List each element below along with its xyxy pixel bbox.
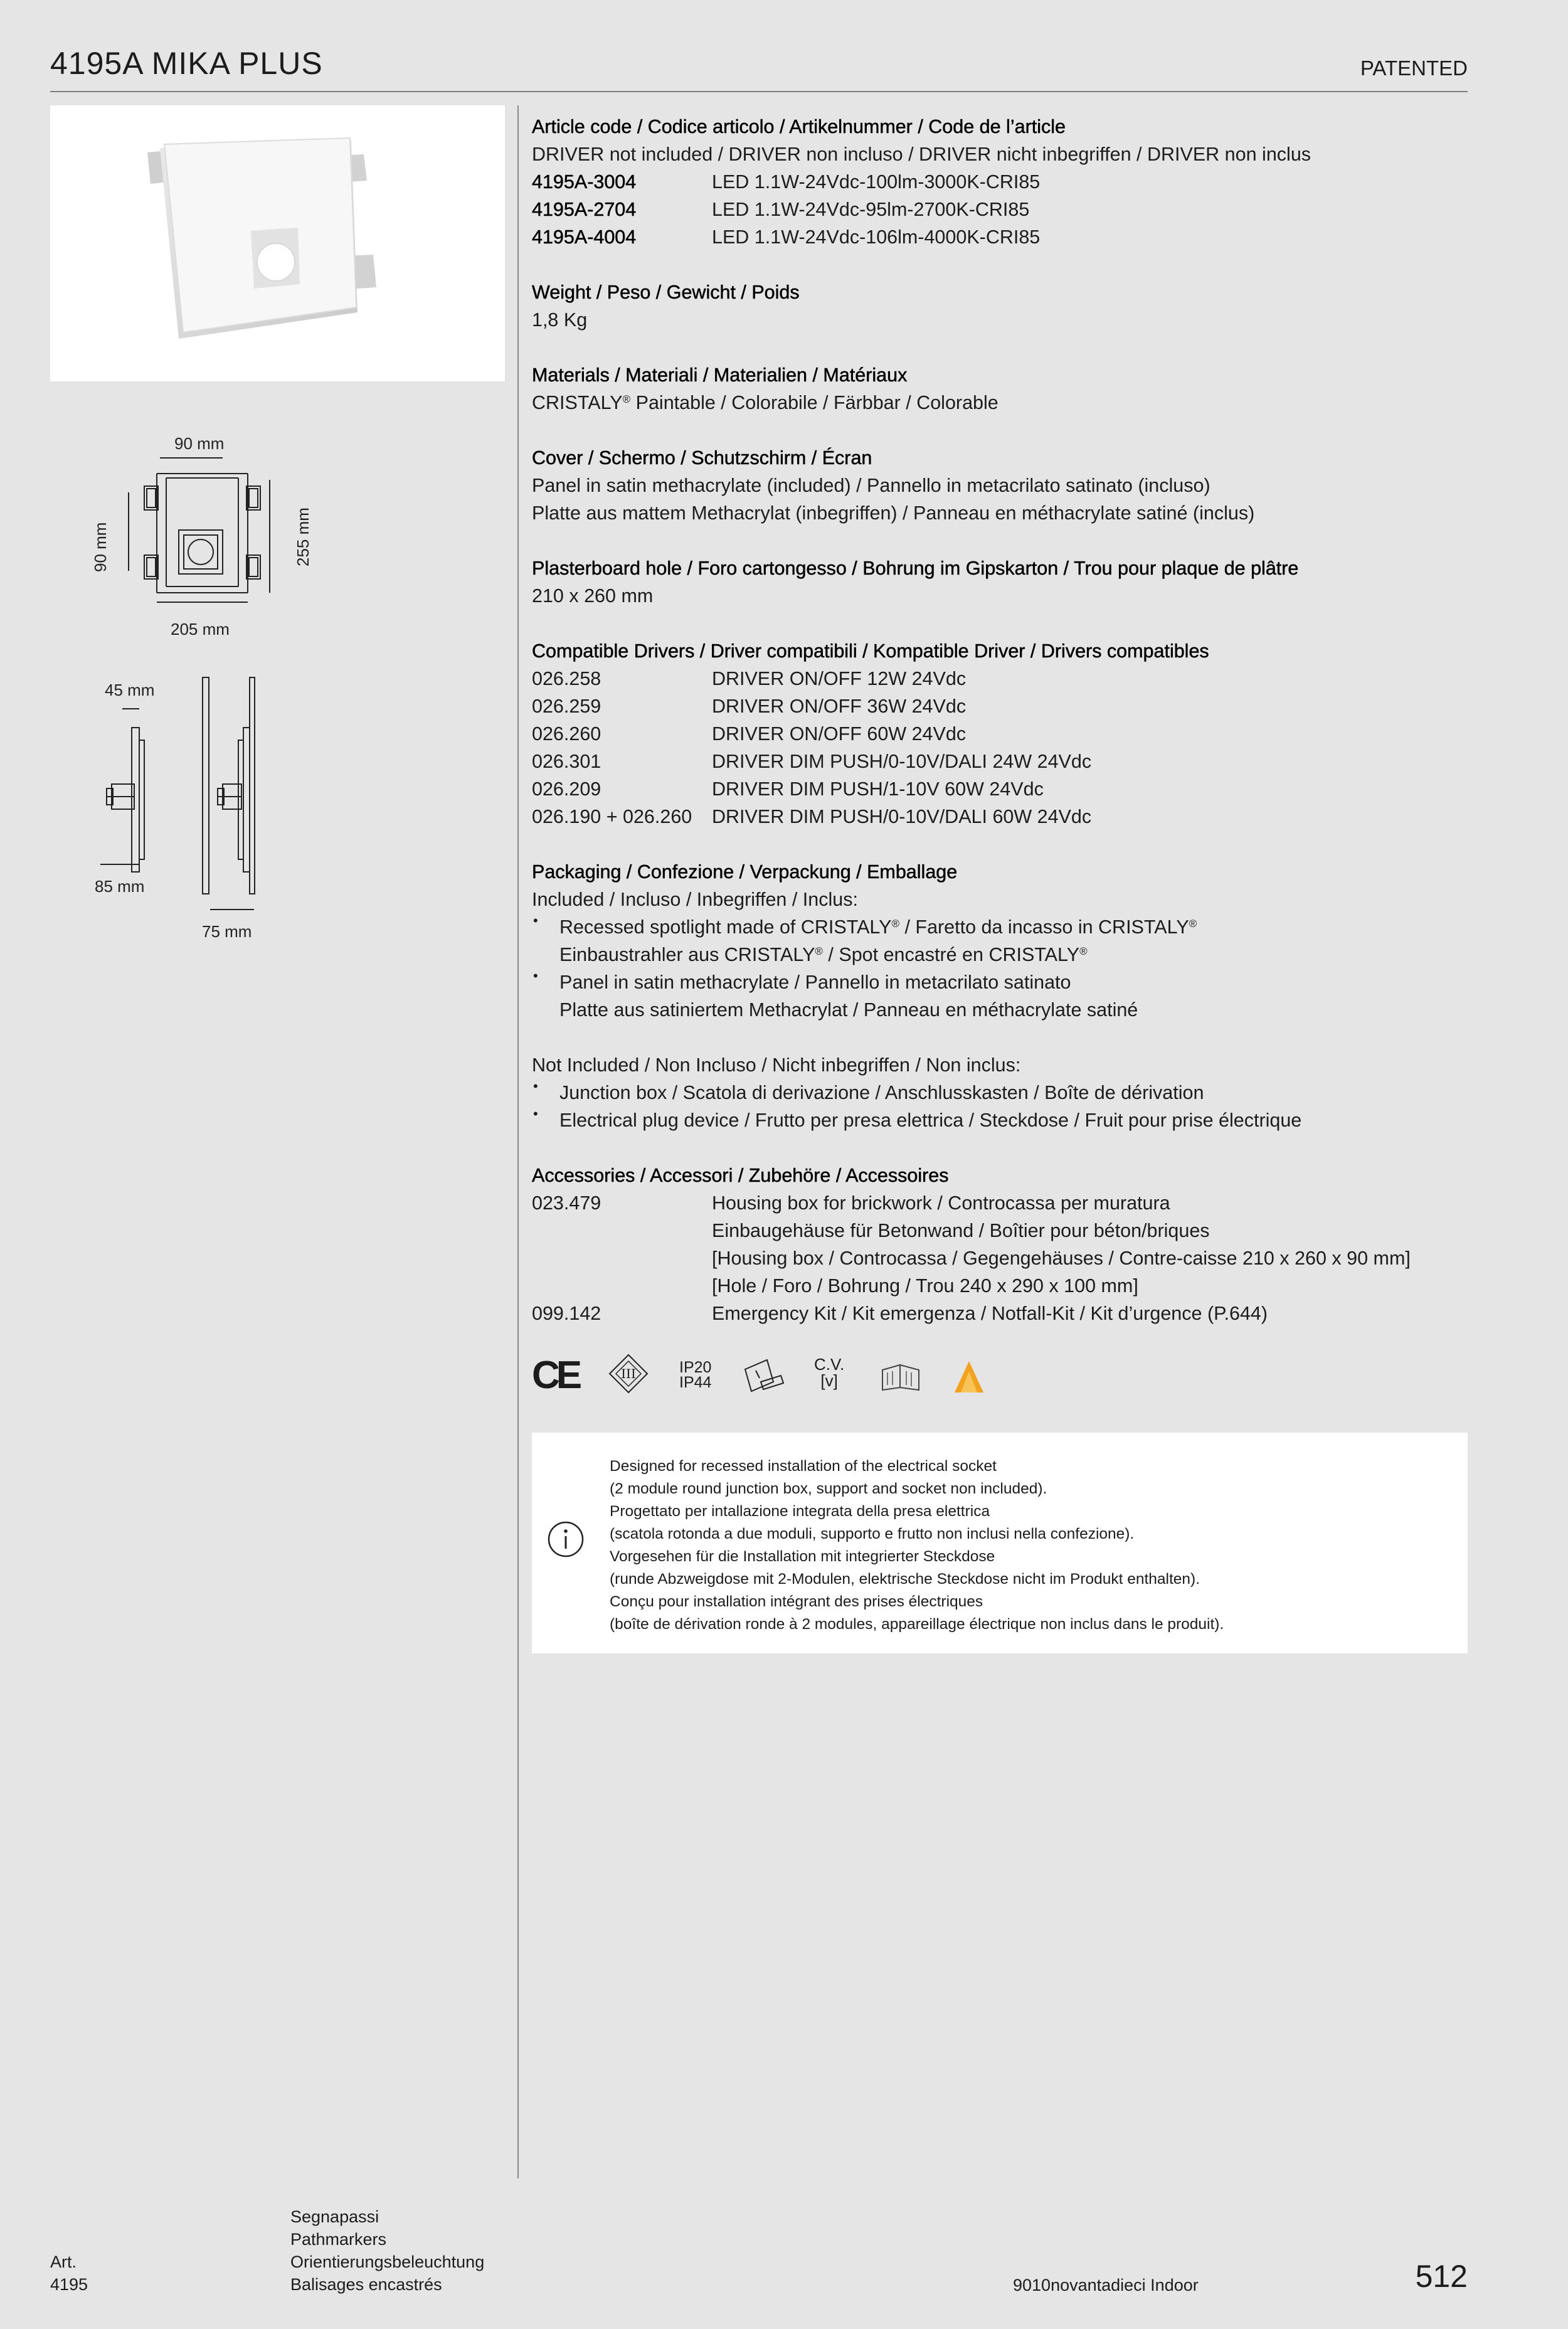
installation-icon: [742, 1357, 786, 1400]
class-iii-icon: [608, 1354, 649, 1397]
article-heading: Article code / Codice articolo / Artikelnummer / Code de l’article: [532, 116, 1066, 137]
driver-row: [532, 775, 1473, 803]
materials-text: Paintable / Colorabile / Färbbar / Colorable: [630, 392, 999, 413]
dim-left-label: 90 mm: [91, 522, 110, 572]
materials-brand: CRISTALY: [532, 392, 623, 413]
footer-catalog: 9010novantadieci Indoor: [1013, 2276, 1199, 2295]
product-photo: [50, 105, 505, 381]
cover-line: Panel in satin methacrylate (included) / Pannello in metacrilato satinato (incluso): [532, 475, 1210, 496]
accessory-code: 099.142: [532, 1303, 601, 1324]
footer-art-number: 4195: [50, 2275, 88, 2294]
driver-row: [532, 720, 1473, 748]
class-iii-label: III: [621, 1366, 636, 1381]
info-text: [610, 1455, 1224, 1636]
ip-top: IP20: [679, 1359, 712, 1376]
front-view-diagram: [119, 452, 282, 615]
constant-voltage-icon: [814, 1356, 844, 1389]
driver-desc: DRIVER ON/OFF 12W 24Vdc: [712, 668, 967, 689]
accessory-desc-continued: [Hole / Foro / Bohrung / Trou 240 x 290 x 100 mm]: [712, 1275, 1138, 1297]
driver-code: 026.259: [532, 696, 601, 717]
article-desc: LED 1.1W-24Vdc-100lm-3000K-CRI85: [712, 171, 1041, 193]
dim-side-bottom-right-label: 75 mm: [202, 922, 252, 941]
included-item-continued: Platte aus satiniertem Methacrylat / Panneau en méthacrylate satiné: [559, 999, 1138, 1021]
accessory-row: [532, 1300, 1473, 1327]
driver-note: DRIVER not included / DRIVER non incluso / DRIVER nicht inbegriffen / DRIVER non inclus: [532, 144, 1311, 165]
info-line: (boîte de dérivation ronde à 2 modules, appareillage électrique non inclus dans le produit).: [610, 1616, 1224, 1633]
driver-row: [532, 692, 1473, 720]
article-desc: LED 1.1W-24Vdc-95lm-2700K-CRI85: [712, 199, 1030, 220]
accessory-code: 023.479: [532, 1192, 601, 1214]
registered-mark: ®: [891, 918, 900, 930]
ce-icon: CE: [532, 1354, 579, 1397]
included-item-text: / Faretto da incasso in CRISTALY: [899, 916, 1189, 938]
bullet-dot: •: [533, 968, 538, 984]
info-line: Conçu pour installation intégrant des prises électriques: [610, 1593, 983, 1610]
footer-article: [50, 2251, 88, 2296]
drivers-heading: Compatible Drivers / Driver compatibili / Kompatible Driver / Drivers compatibles: [532, 640, 1209, 662]
weight-value: 1,8 Kg: [532, 309, 588, 331]
product-image: [50, 105, 505, 381]
materials-heading: Materials / Materiali / Materialien / Matériaux: [532, 364, 908, 386]
included-item-text: Einbaustrahler aus CRISTALY: [559, 944, 815, 965]
driver-code: 026.190 + 026.260: [532, 806, 692, 827]
page-number: 512: [1415, 2259, 1468, 2294]
footer-category: Balisages encastrés: [290, 2275, 442, 2294]
accessory-row: [532, 1189, 1473, 1217]
registered-mark: ®: [622, 393, 631, 405]
included-item-text: Panel in satin methacrylate / Pannello in metacrilato satinato: [559, 972, 1071, 993]
info-box: [532, 1433, 1468, 1653]
bullet-dot: •: [533, 913, 538, 928]
info-line: Progettato per intallazione integrata della presa elettrica: [610, 1503, 990, 1520]
driver-code: 026.301: [532, 751, 601, 772]
front-drawing: [119, 452, 282, 618]
article-row: [532, 223, 1473, 251]
ip-rating-icon: [679, 1360, 711, 1390]
footer-categories: [290, 2205, 484, 2296]
info-line: (2 module round junction box, support and socket non included).: [610, 1480, 1047, 1497]
info-line: Vorgesehen für die Installation mit integrierter Steckdose: [610, 1548, 995, 1565]
driver-desc: DRIVER DIM PUSH/0-10V/DALI 24W 24Vdc: [712, 751, 1092, 772]
article-row: [532, 196, 1473, 223]
info-line: (runde Abzweigdose mit 2-Modulen, elektrische Steckdose nicht im Produkt enthalten).: [610, 1571, 1200, 1588]
accessories-heading: Accessories / Accessori / Zubehöre / Accessoires: [532, 1165, 949, 1186]
info-icon: [547, 1520, 585, 1561]
manual-icon: [880, 1361, 921, 1394]
dim-right-label: 255 mm: [294, 507, 312, 566]
not-included-item: [532, 1079, 1473, 1106]
registered-mark: ®: [1079, 945, 1088, 957]
driver-code: 026.260: [532, 723, 601, 745]
cover-heading: Cover / Schermo / Schutzschirm / Écran: [532, 447, 872, 469]
footer-category: Segnapassi: [290, 2207, 379, 2226]
driver-desc: DRIVER ON/OFF 60W 24Vdc: [712, 723, 967, 745]
article-code: 4195A-4004: [532, 226, 637, 248]
header-divider: [50, 91, 1468, 92]
accessory-desc: Emergency Kit / Kit emergenza / Notfall-Kit / Kit d’urgence (P.644): [712, 1303, 1268, 1324]
dim-side-top-label: 45 mm: [105, 681, 155, 699]
driver-row: [532, 665, 1473, 692]
article-row: [532, 168, 1473, 196]
info-line: Designed for recessed installation of the electrical socket: [610, 1458, 997, 1475]
driver-desc: DRIVER ON/OFF 36W 24Vdc: [712, 696, 967, 717]
registered-mark: ®: [1189, 918, 1197, 930]
footer-category: Orientierungsbeleuchtung: [290, 2252, 485, 2271]
materials-value: [532, 389, 1473, 416]
dim-side-bottom-left-label: 85 mm: [95, 877, 145, 896]
dim-bottom-label: 205 mm: [171, 620, 230, 639]
side-drawing: [94, 674, 282, 928]
not-included-label: Not Included / Non Incluso / Nicht inbegriffen / Non inclus:: [532, 1054, 1021, 1076]
cv-top: C.V.: [814, 1355, 845, 1374]
side-view-diagram: [94, 674, 282, 925]
ip-bottom: IP44: [679, 1374, 712, 1391]
footer-art-label: Art.: [50, 2252, 77, 2271]
included-item: [532, 913, 1473, 941]
driver-code: 026.209: [532, 778, 601, 800]
driver-desc: DRIVER DIM PUSH/0-10V/DALI 60W 24Vdc: [712, 806, 1092, 827]
weight-heading: Weight / Peso / Gewicht / Poids: [532, 282, 800, 303]
page-title: 4195A MIKA PLUS: [50, 46, 323, 81]
certification-icons: [532, 1354, 1034, 1398]
not-included-item: [532, 1106, 1473, 1134]
packaging-heading: Packaging / Confezione / Verpackung / Emballage: [532, 861, 958, 883]
bullet-dot: •: [533, 1106, 538, 1122]
info-line: (scatola rotonda a due moduli, supporto e frutto non inclusi nella confezione).: [610, 1525, 1135, 1542]
brand-flame-icon: [953, 1360, 985, 1397]
accessory-desc: Housing box for brickwork / Controcassa per muratura: [712, 1192, 1170, 1214]
bullet-dot: •: [533, 1078, 538, 1094]
column-divider: [517, 105, 519, 2178]
driver-code: 026.258: [532, 668, 601, 689]
accessory-desc-continued: Einbaugehäuse für Betonwand / Boîtier pour béton/briques: [712, 1220, 1210, 1241]
driver-desc: DRIVER DIM PUSH/1-10V 60W 24Vdc: [712, 778, 1044, 800]
included-item-text: / Spot encastré en CRISTALY: [822, 944, 1080, 965]
spec-content: [532, 113, 1473, 1327]
included-item-continued: [532, 941, 1473, 968]
registered-mark: ®: [815, 945, 823, 957]
not-included-text: Electrical plug device / Frutto per presa elettrica / Steckdose / Fruit pour prise électrique: [559, 1110, 1302, 1131]
cv-bottom: [v]: [820, 1371, 838, 1390]
included-item: [532, 968, 1473, 996]
driver-row: [532, 748, 1473, 775]
hole-value: 210 x 260 mm: [532, 585, 654, 607]
included-item-text: Recessed spotlight made of CRISTALY: [559, 916, 892, 938]
accessory-desc-continued: [Housing box / Controcassa / Gegengehäuses / Contre-caisse 210 x 260 x 90 mm]: [712, 1248, 1411, 1269]
driver-row: [532, 803, 1473, 830]
hole-heading: Plasterboard hole / Foro cartongesso / Bohrung im Gipskarton / Trou pour plaque de plâtre: [532, 558, 1299, 579]
included-label: Included / Incluso / Inbegriffen / Inclus:: [532, 889, 858, 910]
footer-category: Pathmarkers: [290, 2230, 387, 2249]
article-code: 4195A-2704: [532, 199, 637, 220]
article-code: 4195A-3004: [532, 171, 637, 193]
article-desc: LED 1.1W-24Vdc-106lm-4000K-CRI85: [712, 226, 1041, 248]
dim-top-label: 90 mm: [174, 434, 225, 453]
not-included-text: Junction box / Scatola di derivazione / Anschlusskasten / Boîte de dérivation: [559, 1082, 1204, 1103]
patented-badge: PATENTED: [1360, 56, 1468, 80]
cover-line: Platte aus mattem Methacrylat (inbegriffen) / Panneau en méthacrylate satiné (inclus): [532, 502, 1255, 524]
